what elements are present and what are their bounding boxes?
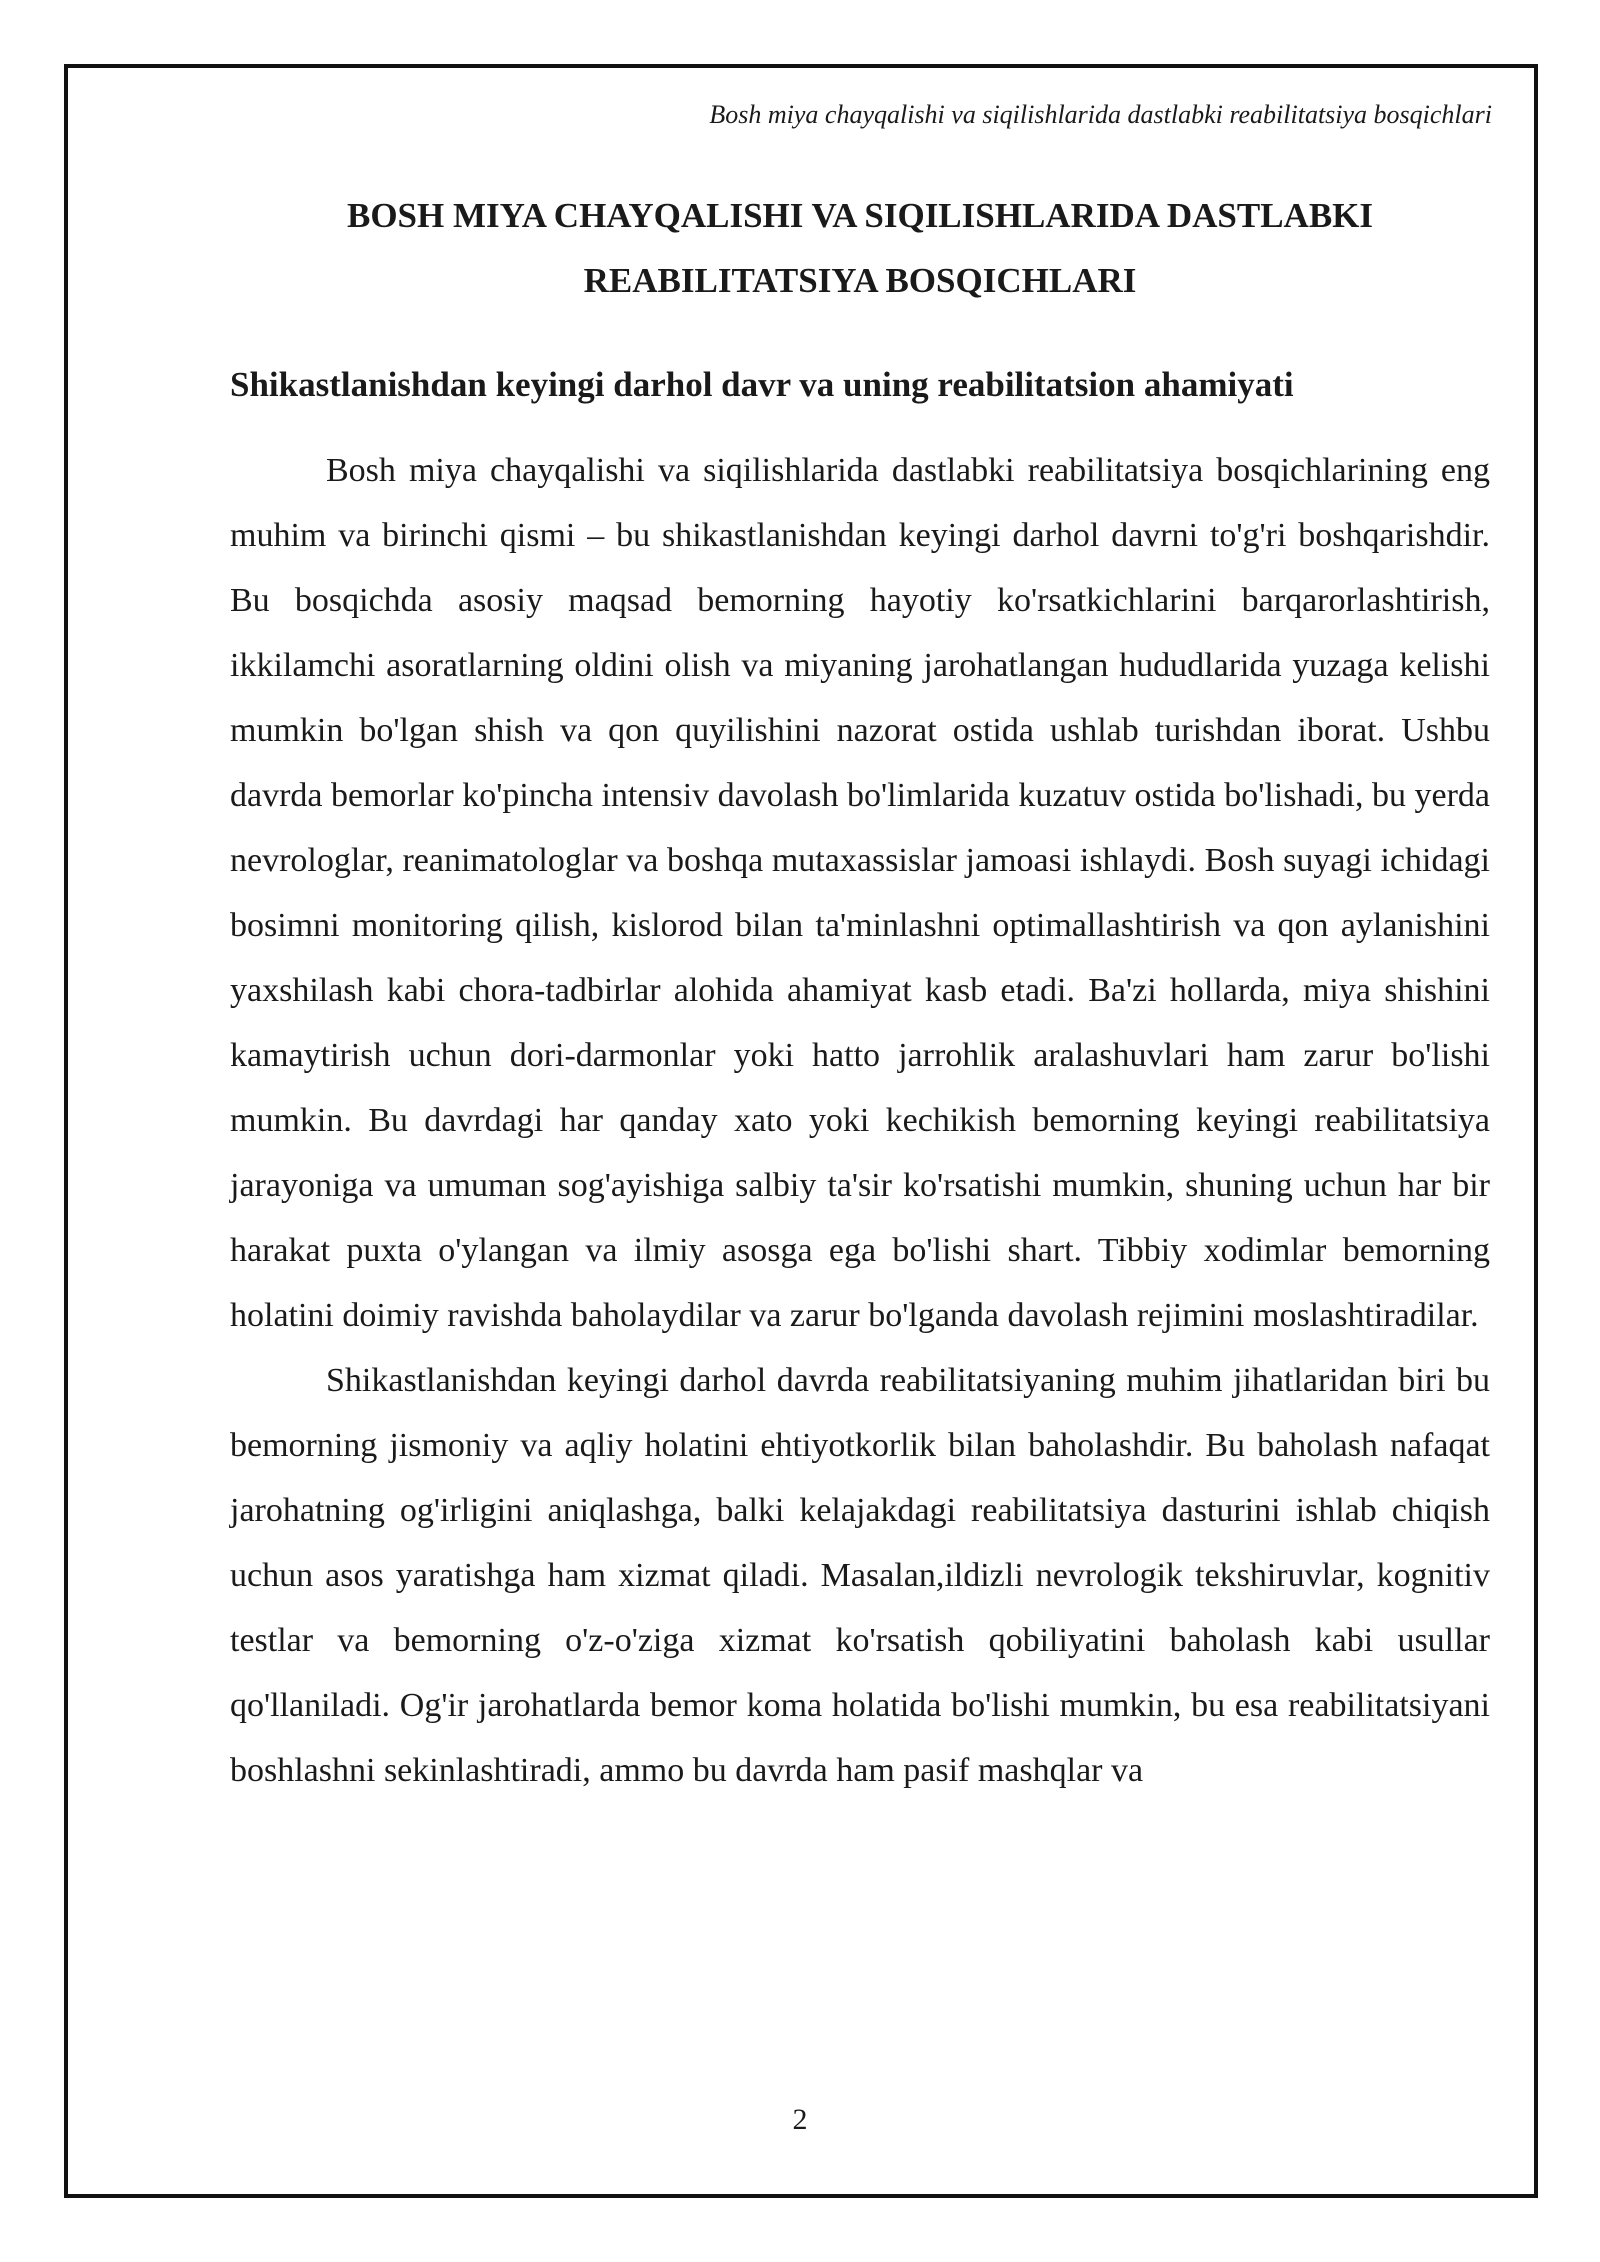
document-title-line-2: REABILITATSIYA BOSQICHLARI xyxy=(583,261,1137,300)
page-number: 2 xyxy=(792,2103,808,2136)
document-title-line-1: BOSH MIYA CHAYQALISHI VA SIQILISHLARIDA DASTLABKI xyxy=(346,196,1374,235)
body-text xyxy=(230,438,1490,1803)
section-heading: Shikastlanishdan keyingi darhol davr va uning reabilitatsion ahamiyati xyxy=(230,365,1294,404)
document-title xyxy=(230,183,1490,313)
paragraph-1: Bosh miya chayqalishi va siqilishlarida dastlabki reabilitatsiya bosqichlarining eng muhim va birinchi qismi – bu shikastlanishdan keyingi darhol davrni to'g'ri boshqarishdir. Bu bosqichda asosiy maqsad bemorning hayotiy ko'rsatkichlarini barqarorlashtirish, ikkilamchi asoratlarning oldini olish va miyaning jarohatlangan hududlarida yuzaga kelishi mumkin bo'lgan shish va qon quyilishini nazorat ostida ushlab turishdan iborat. Ushbu davrda bemorlar ko'pincha intensiv davolash bo'limlarida kuzatuv ostida bo'lishadi, bu yerda nevrologlar, reanimatologlar va boshqa mutaxassislar jamoasi ishlaydi. Bosh suyagi ichidagi bosimni monitoring qilish, kislorod bilan ta'minlashni optimallashtirish va qon aylanishini yaxshilash kabi chora-tadbirlar alohida ahamiyat kasb etadi. Ba'zi hollarda, miya shishini kamaytirish uchun dori-darmonlar yoki hatto jarrohlik aralashuvlari ham zarur bo'lishi mumkin. Bu davrdagi har qanday xato yoki kechikish bemorning keyingi reabilitatsiya jarayoniga va umuman sog'ayishiga salbiy ta'sir ko'rsatishi mumkin, shuning uchun har bir harakat puxta o'ylangan va ilmiy asosga ega bo'lishi shart. Tibbiy xodimlar bemorning holatini doimiy ravishda baholaydilar va zarur bo'lganda davolash rejimini moslashtiradilar. xyxy=(230,452,1490,1334)
running-header: Bosh miya chayqalishi va siqilishlarida dastlabki reabilitatsiya bosqichlari xyxy=(709,100,1492,129)
paragraph-2: Shikastlanishdan keyingi darhol davrda reabilitatsiyaning muhim jihatlaridan biri bu bemorning jismoniy va aqliy holatini ehtiyotkorlik bilan baholashdir. Bu baholash nafaqat jarohatning og'irligini aniqlashga, balki kelajakdagi reabilitatsiya dasturini ishlab chiqish uchun asos yaratishga ham xizmat qiladi. Masalan,ildizli nevrologik tekshiruvlar, kognitiv testlar va bemorning o'z-o'ziga xizmat ko'rsatish qobiliyatini baholash kabi usullar qo'llaniladi. Og'ir jarohatlarda bemor koma holatida bo'lishi mumkin, bu esa reabilitatsiyani boshlashni sekinlashtiradi, ammo bu davrda ham pasif mashqlar va xyxy=(230,1362,1490,1789)
